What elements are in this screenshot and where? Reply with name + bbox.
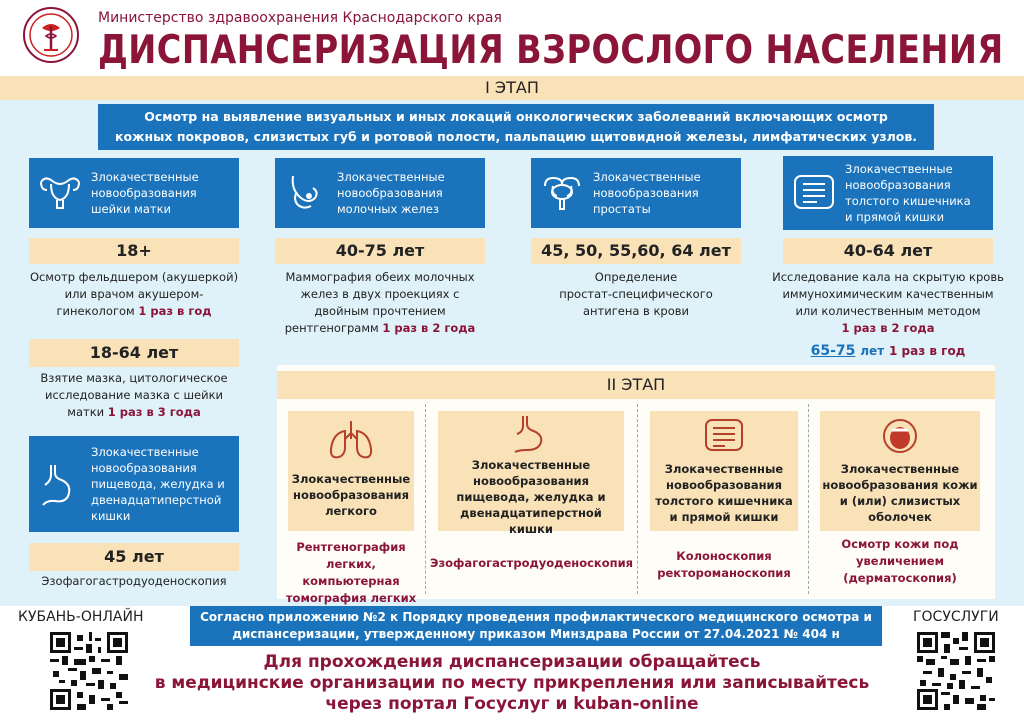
extra-age-line — [760, 343, 1016, 359]
card-title-line: пищевода, желудка и — [91, 477, 225, 491]
stage2-card-description — [430, 555, 634, 572]
frequency-label: 1 раз в год — [138, 304, 212, 318]
desc-line: Колоноскопия — [676, 549, 772, 563]
desc-line: рентгенограмм — [284, 321, 379, 335]
qr-code-icon[interactable] — [917, 632, 995, 710]
prostate-icon — [531, 158, 593, 228]
card-title-line: Злокачественные — [91, 170, 199, 184]
stomach-icon — [438, 411, 624, 457]
desc-line: (дерматоскопия) — [843, 571, 957, 585]
card-title-line: пищевода, желудка и — [456, 490, 606, 504]
card-title-line: кишки — [91, 509, 131, 523]
card-title-line: и (или) слизистых — [839, 494, 961, 508]
desc-line: антигена в крови — [582, 304, 690, 318]
exam-line-1: Осмотр на выявление визуальных и иных локаций онкологических заболеваний включающих осмотр — [144, 109, 888, 124]
card-title-line: Злокачественные — [91, 445, 199, 459]
card-description — [20, 269, 248, 320]
card-title-line: и прямой кишки — [669, 510, 779, 524]
call-to-action — [150, 652, 874, 715]
note-line: Согласно приложению №2 к Порядку проведения профилактического медицинского осмотра и — [200, 610, 872, 624]
desc-line: увеличением — [856, 554, 944, 568]
age-badge: 45, 50, 55,60, 64 лет — [531, 238, 741, 264]
card-title-line: Злокачественные — [664, 462, 784, 476]
desc-line: Эзофагогастродуоденоскопия — [430, 556, 634, 570]
card-title-line: Злокачественные — [337, 170, 445, 184]
age-badge: 18-64 лет — [29, 339, 239, 367]
desc-line: Осмотр кожи под — [841, 537, 959, 551]
card-title-line: Злокачественные — [471, 458, 591, 472]
card-title-line: новообразования — [91, 461, 197, 475]
mouth-icon — [820, 411, 980, 461]
ministry-emblem-icon — [22, 6, 80, 64]
divider — [808, 404, 809, 594]
card-stomach — [29, 436, 239, 532]
card-title-line: Злокачественные — [291, 472, 411, 486]
card-title-line: простаты — [593, 202, 651, 216]
intestine-icon — [650, 411, 798, 461]
desc-line: желез в двух проекциях с — [300, 287, 460, 301]
frequency-label: 1 раз в 2 года — [841, 321, 935, 335]
desc-line: или количественным методом — [795, 304, 981, 318]
regulation-note — [190, 606, 882, 646]
kuban-online-label: КУБАНЬ-ОНЛАЙН — [18, 609, 144, 625]
stage2-card-skin — [820, 411, 980, 531]
card-title-line: толстого кишечника — [845, 194, 971, 208]
desc-line: исследование мазка с шейки — [44, 388, 224, 402]
extra-frequency: 1 раз в год — [889, 344, 966, 358]
divider — [425, 404, 426, 594]
card-title-line: двенадцатиперстной — [91, 493, 222, 507]
age-badge: 45 лет — [29, 543, 239, 571]
card-title-line: новообразования — [473, 474, 589, 488]
card-description — [760, 269, 1016, 337]
desc-line: Маммография обеих молочных — [285, 270, 475, 284]
card-intestine — [783, 156, 993, 230]
card-title-line: Злокачественные — [840, 462, 960, 476]
qr-code-icon[interactable] — [50, 632, 128, 710]
desc-line: Осмотр фельдшером (акушеркой) — [29, 270, 239, 284]
card-title-line: Злокачественные — [593, 170, 701, 184]
desc-line: легких, компьютерная — [302, 557, 400, 588]
card-cervix — [29, 158, 239, 228]
card-description — [266, 269, 494, 337]
lungs-icon — [288, 411, 414, 471]
note-line: диспансеризации, утвержденному приказом Минздрава России от 27.04.2021 № 404 н — [232, 627, 840, 641]
card-title-line: новообразования — [91, 186, 197, 200]
card-title-line: новообразования — [337, 186, 443, 200]
card-description — [20, 370, 248, 421]
stage2-header: II ЭТАП — [277, 371, 995, 399]
stomach-icon — [29, 436, 91, 532]
stage2-card-stomach — [438, 411, 624, 536]
card-title-line: толстого кишечника — [655, 494, 793, 508]
exam-line-2: кожных покровов, слизистых губ и ротовой полости, пальпацию щитовидной железы, лимфатических узлов. — [114, 129, 918, 144]
desc-line: Исследование кала на скрытую кровь — [772, 270, 1004, 284]
card-description — [522, 269, 750, 320]
cta-line: Для прохождения диспансеризации обращайтесь — [263, 652, 761, 672]
gosuslugi-label: ГОСУСЛУГИ — [913, 609, 999, 625]
extra-age-unit: лет — [860, 344, 885, 358]
card-title-line: новообразования — [845, 178, 951, 192]
desc-line: Рентгенография — [296, 540, 406, 554]
desc-line: гинекологом — [56, 304, 135, 318]
intestine-icon — [783, 156, 845, 230]
desc-line: ректороманоскопия — [657, 566, 791, 580]
desc-line: или врачом акушером- — [64, 287, 204, 301]
card-prostate — [531, 158, 741, 228]
card-title-line: двенадцатиперстной кишки — [460, 506, 602, 536]
desc-line: томография легких — [285, 591, 417, 605]
exam-description-box — [98, 104, 934, 150]
card-title-line: легкого — [325, 504, 377, 518]
card-title-line: Злокачественные — [845, 162, 953, 176]
card-breast — [275, 158, 485, 228]
frequency-label: 1 раз в 3 года — [107, 405, 201, 419]
cta-line: через портал Госуслуг и kuban-online — [325, 694, 699, 714]
ministry-name: Министерство здравоохранения Краснодарского края — [98, 10, 502, 26]
stage2-card-description — [815, 536, 985, 587]
extra-age: 65-75 — [810, 343, 856, 359]
uterus-icon — [29, 158, 91, 228]
desc-line: Определение — [594, 270, 678, 284]
stage2-card-description — [282, 539, 420, 607]
card-title-line: молочных желез — [337, 202, 439, 216]
desc-line: иммунохимическим качественным — [782, 287, 994, 301]
stage2-card-description — [645, 548, 803, 582]
divider — [637, 404, 638, 594]
cta-line: в медицинские организации по месту прикрепления или записывайтесь — [154, 673, 870, 693]
card-description: Эзофагогастродуоденоскопия — [41, 574, 227, 588]
frequency-label: 1 раз в 2 года — [382, 321, 476, 335]
stage1-header: I ЭТАП — [0, 76, 1024, 100]
breast-icon — [275, 158, 337, 228]
stage2-card-intestine — [650, 411, 798, 531]
card-title-line: новообразования — [593, 186, 699, 200]
card-title-line: новообразования — [293, 488, 409, 502]
card-title-line: шейки матки — [91, 202, 171, 216]
card-title-line: оболочек — [868, 510, 932, 524]
desc-line: матки — [67, 405, 105, 419]
desc-line: Взятие мазка, цитологическое — [40, 371, 228, 385]
age-badge: 18+ — [29, 238, 239, 264]
stage2-card-lungs — [288, 411, 414, 531]
age-badge: 40-64 лет — [783, 238, 993, 264]
desc-line: простат-специфического — [559, 287, 713, 301]
page-title: ДИСПАНСЕРИЗАЦИЯ ВЗРОСЛОГО НАСЕЛЕНИЯ — [98, 28, 1004, 73]
card-title-line: новообразования — [666, 478, 782, 492]
card-title-line: новообразования кожи — [822, 478, 978, 492]
desc-line: двойным прочтением — [314, 304, 446, 318]
age-badge: 40-75 лет — [275, 238, 485, 264]
card-title-line: и прямой кишки — [845, 210, 945, 224]
